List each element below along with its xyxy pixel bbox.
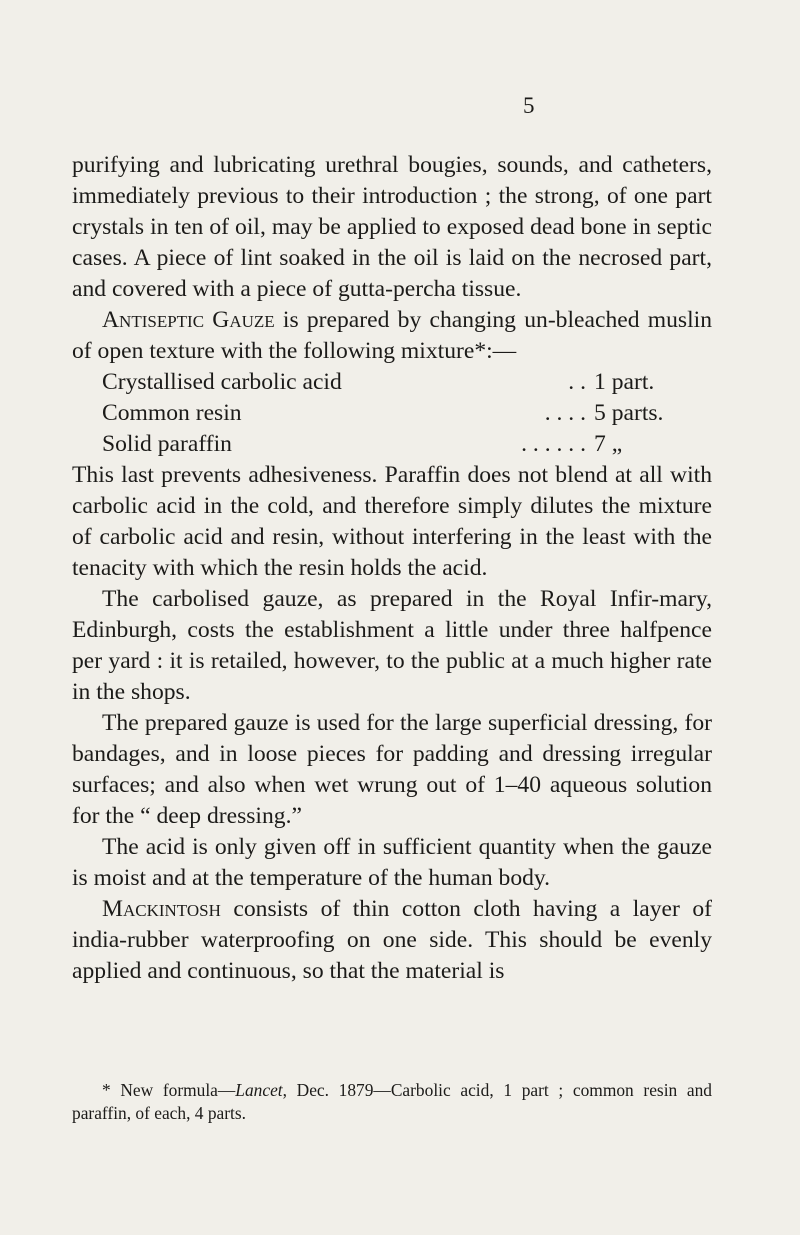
paragraph-mackintosh bbox=[72, 894, 712, 987]
footnote-rest: , Dec. 1879—Carbolic acid, 1 part ; common resin and paraffin, of each, 4 parts. bbox=[72, 1080, 712, 1123]
recipe-row bbox=[102, 398, 712, 429]
paragraph-cost: The carbolised gauze, as prepared in the Royal Infir-mary, Edinburgh, costs the establishment a little under three halfpence per yard : it is retailed, however, to the public at a much higher rate in the shops. bbox=[72, 586, 712, 705]
body-text bbox=[72, 150, 712, 987]
recipe-ingredient: Common resin bbox=[102, 400, 242, 426]
recipe-quantity: 7 „ bbox=[594, 431, 623, 457]
recipe-row bbox=[102, 429, 712, 460]
recipe-quantity: 1 part. bbox=[594, 369, 655, 395]
footnote-text bbox=[72, 1079, 712, 1125]
paragraph-paraffin: This last prevents adhesiveness. Paraffin does not blend at all with carbolic acid in the cold, and therefore simply dilutes the mixture of carbolic acid and resin, without interfering in the least with the tenacity with which the resin holds the acid. bbox=[72, 462, 712, 581]
footnote bbox=[72, 1079, 712, 1125]
footnote-prefix: * New formula— bbox=[102, 1080, 236, 1100]
paragraph-mackintosh-body: consists of thin cotton cloth having a layer of india-rubber waterproofing on one side. This should be evenly applied and continuous, so that the material is bbox=[72, 896, 712, 984]
footnote-journal: Lancet bbox=[235, 1080, 283, 1100]
term-antiseptic-gauze: Antiseptic Gauze bbox=[102, 307, 275, 333]
recipe-ingredient: Solid paraffin bbox=[102, 431, 232, 457]
recipe-leader: . . bbox=[568, 369, 586, 395]
recipe-leader: . . . . . . bbox=[521, 431, 586, 457]
recipe-row bbox=[102, 367, 712, 398]
paragraph-antiseptic-gauze-body: is prepared by changing un-bleached muslin of open texture with the following mixture*:— bbox=[72, 307, 712, 364]
term-mackintosh: Mackintosh bbox=[102, 896, 221, 922]
paragraph-bougies: purifying and lubricating urethral bougies, sounds, and catheters, immediately previous to their introduction ; the strong, of one part crystals in ten of oil, may be applied to exposed dead bone in septic cases. A piece of lint soaked in the oil is laid on the necrosed part, and covered with a piece of gutta-percha tissue. bbox=[72, 152, 712, 302]
recipe-list bbox=[72, 367, 712, 460]
paragraph-antiseptic-gauze bbox=[72, 305, 712, 367]
recipe-leader: . . . . bbox=[544, 400, 586, 426]
page-number: 5 bbox=[523, 93, 535, 118]
recipe-ingredient: Crystallised carbolic acid bbox=[102, 369, 342, 395]
recipe-quantity: 5 parts. bbox=[594, 400, 664, 426]
paragraph-usage: The prepared gauze is used for the large superficial dressing, for bandages, and in loose pieces for padding and dressing irregular surfaces; and also when wet wrung out of 1–40 aqueous solution for the “ deep dressing.” bbox=[72, 710, 712, 829]
paragraph-acid: The acid is only given off in sufficient quantity when the gauze is moist and at the temperature of the human body. bbox=[72, 834, 712, 891]
